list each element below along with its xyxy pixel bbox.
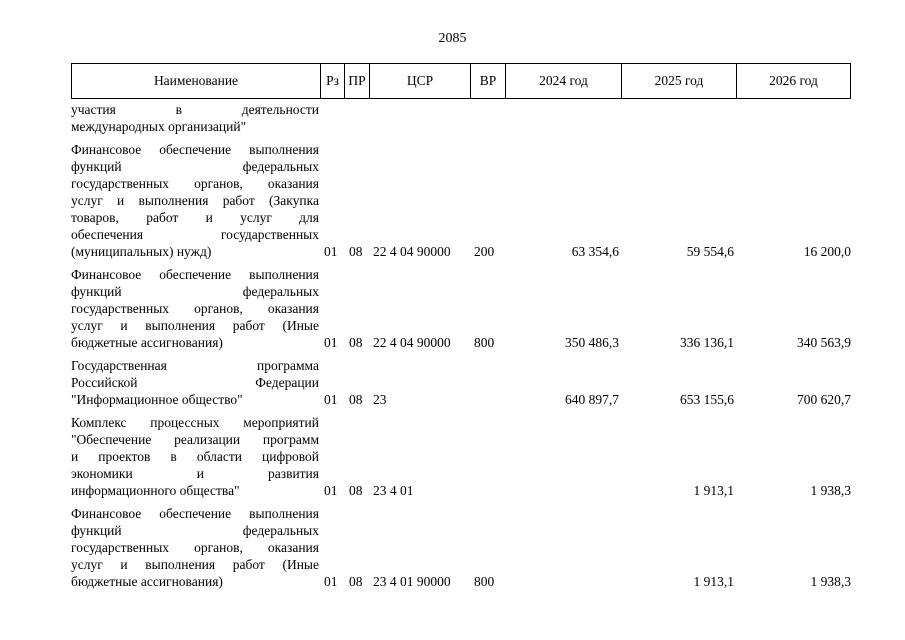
row-vr: 800 — [474, 574, 495, 589]
row-name-line: участия в деятельности — [71, 102, 319, 117]
header-vr: ВР — [471, 64, 506, 98]
row-name-line: Государственная программа — [71, 358, 319, 373]
row-pr: 08 — [349, 574, 363, 589]
row-2024: 350 486,3 — [565, 335, 619, 350]
row-name-line: услуг и выполнения работ (Закупка — [71, 193, 319, 208]
row-name-line: бюджетные ассигнования) — [71, 335, 223, 350]
page-number: 2085 — [438, 31, 467, 46]
table-row — [71, 414, 851, 499]
row-rz: 01 — [324, 244, 338, 259]
row-2024: 640 897,7 — [565, 392, 619, 407]
header-2025: 2025 год — [622, 64, 737, 98]
row-name-line: и проектов в области цифровой — [71, 449, 319, 464]
row-2026: 340 563,9 — [797, 335, 851, 350]
row-2025: 1 913,1 — [693, 574, 734, 589]
row-name-line: информационного общества" — [71, 483, 240, 498]
row-values — [71, 243, 851, 260]
row-pr: 08 — [349, 392, 363, 407]
row-name-line: Финансовое обеспечение выполнения — [71, 267, 319, 282]
row-vr: 800 — [474, 335, 495, 350]
row-vr: 200 — [474, 244, 495, 259]
row-values — [71, 118, 851, 135]
row-2026: 16 200,0 — [803, 244, 851, 259]
row-csr: 23 — [373, 392, 387, 407]
header-pr: ПР — [345, 64, 370, 98]
row-csr: 22 4 04 90000 — [373, 244, 451, 259]
row-name-line: услуг и выполнения работ (Иные — [71, 318, 319, 333]
row-values — [71, 391, 851, 408]
row-values — [71, 573, 851, 590]
row-name-line: бюджетные ассигнования) — [71, 574, 223, 589]
table-row — [71, 266, 851, 351]
row-name-line: "Информационное общество" — [71, 392, 243, 407]
row-name-line: государственных органов, оказания — [71, 301, 319, 316]
header-2026: 2026 год — [769, 73, 818, 88]
row-rz: 01 — [324, 574, 338, 589]
header-rz: Рз — [321, 64, 345, 98]
row-name-line: функций федеральных — [71, 159, 319, 174]
table-row — [71, 141, 851, 260]
row-2026: 700 620,7 — [797, 392, 851, 407]
row-2026: 1 938,3 — [810, 574, 851, 589]
row-name-line: услуг и выполнения работ (Иные — [71, 557, 319, 572]
row-csr: 22 4 04 90000 — [373, 335, 451, 350]
row-name-line: Финансовое обеспечение выполнения — [71, 506, 319, 521]
row-name-line: (муниципальных) нужд) — [71, 244, 212, 259]
header-csr: ЦСР — [370, 64, 471, 98]
row-rz: 01 — [324, 335, 338, 350]
row-name-line: Комплекс процессных мероприятий — [71, 415, 319, 430]
row-2024: 63 354,6 — [571, 244, 619, 259]
row-name-line: Финансовое обеспечение выполнения — [71, 142, 319, 157]
row-csr: 23 4 01 90000 — [373, 574, 451, 589]
row-name-line: "Обеспечение реализации программ — [71, 432, 319, 447]
header-2024: 2024 год — [506, 64, 622, 98]
row-name-line: функций федеральных — [71, 523, 319, 538]
row-name-line: государственных органов, оказания — [71, 176, 319, 191]
row-rz: 01 — [324, 392, 338, 407]
table-header — [71, 63, 851, 99]
row-name-line: функций федеральных — [71, 284, 319, 299]
row-name-line: обеспечения государственных — [71, 227, 319, 242]
row-2026: 1 938,3 — [810, 483, 851, 498]
table-row — [71, 357, 851, 408]
row-name-line: товаров, работ и услуг для — [71, 210, 319, 225]
row-values — [71, 334, 851, 351]
row-pr: 08 — [349, 483, 363, 498]
table-body — [71, 101, 851, 590]
row-2025: 59 554,6 — [686, 244, 734, 259]
row-name-line: международных организаций" — [71, 119, 247, 134]
row-pr: 08 — [349, 335, 363, 350]
table-row — [71, 101, 851, 135]
row-csr: 23 4 01 — [373, 483, 414, 498]
row-2025: 653 155,6 — [680, 392, 734, 407]
header-name: Наименование — [72, 64, 321, 98]
row-2025: 336 136,1 — [680, 335, 734, 350]
row-rz: 01 — [324, 483, 338, 498]
row-values — [71, 482, 851, 499]
row-name-line: государственных органов, оказания — [71, 540, 319, 555]
row-pr: 08 — [349, 244, 363, 259]
row-2025: 1 913,1 — [693, 483, 734, 498]
table-row — [71, 505, 851, 590]
row-name-line: Российской Федерации — [71, 375, 319, 390]
row-name-line: экономики и развития — [71, 466, 319, 481]
